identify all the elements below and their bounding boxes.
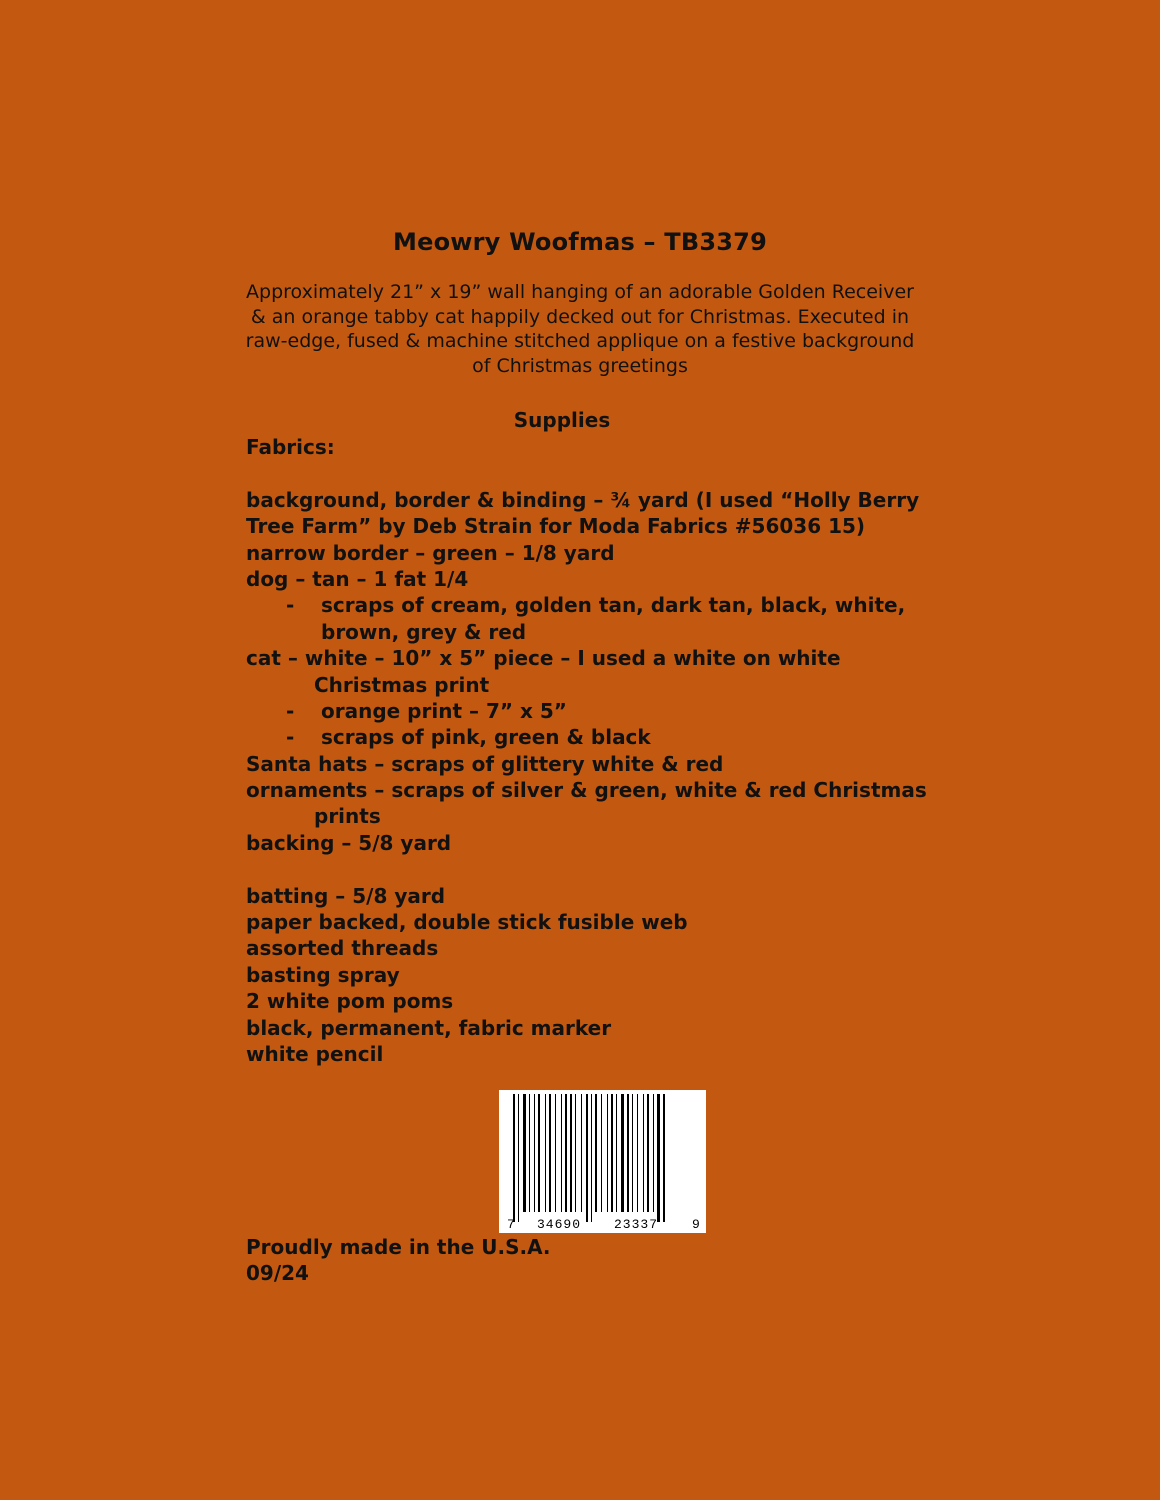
barcode-bar xyxy=(627,1094,629,1212)
fabric-subline xyxy=(246,724,927,750)
supply-line: basting spray xyxy=(246,962,400,987)
upc-barcode xyxy=(499,1090,706,1233)
fabric-subline xyxy=(246,592,927,618)
barcode-graphic xyxy=(499,1090,706,1233)
fabric-line: background, border & binding – ¾ yard (I used “Holly Berry xyxy=(246,487,920,512)
barcode-digits-group1: 34690 xyxy=(537,1217,582,1232)
barcode-bar xyxy=(561,1094,562,1212)
barcode-bar xyxy=(565,1094,567,1212)
supply-line: white pencil xyxy=(246,1041,384,1066)
barcode-bar xyxy=(643,1094,644,1212)
barcode-bar xyxy=(607,1094,608,1212)
fabric-line: narrow border – green – 1/8 yard xyxy=(246,540,615,565)
supply-line: assorted threads xyxy=(246,936,439,961)
barcode-bar xyxy=(647,1094,649,1212)
barcode-bar xyxy=(549,1094,551,1212)
description-line: raw-edge, fused & machine stitched applique on a festive background xyxy=(245,330,915,352)
dash-bullet: - xyxy=(286,593,295,618)
fabric-line: Santa hats – scraps of glittery white & red xyxy=(246,751,724,776)
barcode-bar xyxy=(616,1094,617,1212)
supply-line: batting – 5/8 yard xyxy=(246,883,446,908)
fabric-subline-text: orange print – 7” x 5” xyxy=(321,698,567,723)
barcode-bar xyxy=(555,1094,556,1212)
barcode-bar xyxy=(621,1094,624,1212)
supply-line: black, permanent, fabric marker xyxy=(246,1015,612,1040)
made-in-usa: Proudly made in the U.S.A. xyxy=(246,1235,551,1259)
barcode-bar xyxy=(575,1094,576,1212)
barcode-digits-group2: 23337 xyxy=(614,1217,659,1232)
barcode-bar xyxy=(538,1094,540,1212)
spacer xyxy=(246,856,927,882)
barcode-bar xyxy=(518,1094,519,1222)
fabric-line: backing – 5/8 yard xyxy=(246,830,452,855)
barcode-bar xyxy=(586,1094,588,1222)
fabric-line-continued: Christmas print xyxy=(314,672,490,697)
barcode-bar xyxy=(663,1094,665,1222)
fabric-line: Tree Farm” by Deb Strain for Moda Fabrics #56036 15) xyxy=(246,514,866,539)
barcode-bar xyxy=(653,1094,654,1212)
barcode-digit-left: 7 xyxy=(507,1217,515,1232)
barcode-bar xyxy=(595,1094,597,1212)
barcode-bar xyxy=(513,1094,515,1222)
supplies-list xyxy=(246,434,927,1067)
fabric-subline-continued: brown, grey & red xyxy=(321,619,527,644)
footer xyxy=(246,1234,551,1286)
fabric-line: cat – white – 10” x 5” piece – I used a white on white xyxy=(246,646,841,671)
barcode-bar xyxy=(581,1094,582,1212)
pattern-title: Meowry Woofmas – TB3379 xyxy=(393,228,767,256)
fabric-line: ornaments – scraps of silver & green, white & red Christmas xyxy=(246,778,927,803)
barcode-bar xyxy=(611,1094,613,1212)
barcode-bars xyxy=(513,1094,665,1222)
description-line: of Christmas greetings xyxy=(472,354,688,377)
dash-bullet: - xyxy=(286,698,295,723)
barcode-bar xyxy=(534,1094,535,1212)
barcode-bar xyxy=(632,1094,633,1212)
description-line: Approximately 21” x 19” wall hanging of an adorable Golden Receiver xyxy=(246,281,914,303)
barcode-bar xyxy=(601,1094,602,1212)
pattern-description xyxy=(240,280,920,378)
barcode-digit-right: 9 xyxy=(692,1217,700,1232)
barcode-bar xyxy=(529,1094,530,1212)
barcode-bar xyxy=(591,1094,592,1222)
fabrics-label: Fabrics: xyxy=(246,435,335,459)
spacer xyxy=(246,460,927,486)
barcode-bar xyxy=(523,1094,526,1212)
description-line: & an orange tabby cat happily decked out for Christmas. Executed in xyxy=(250,305,910,328)
barcode-bar xyxy=(637,1094,638,1212)
supplies-heading: Supplies xyxy=(513,408,611,432)
print-date: 09/24 xyxy=(246,1261,309,1285)
fabric-line-continued: prints xyxy=(314,804,381,829)
fabric-subline xyxy=(246,698,927,724)
supply-line: 2 white pom poms xyxy=(246,989,454,1014)
dash-bullet: - xyxy=(286,725,295,750)
supply-line: paper backed, double stick fusible web xyxy=(246,910,688,935)
barcode-bar xyxy=(545,1094,546,1212)
barcode-bar xyxy=(657,1094,660,1222)
fabric-subline-text: scraps of cream, golden tan, dark tan, black, white, xyxy=(321,593,906,618)
barcode-bar xyxy=(570,1094,572,1212)
fabric-line: dog – tan – 1 fat 1/4 xyxy=(246,566,469,591)
fabric-subline-text: scraps of pink, green & black xyxy=(321,725,651,750)
